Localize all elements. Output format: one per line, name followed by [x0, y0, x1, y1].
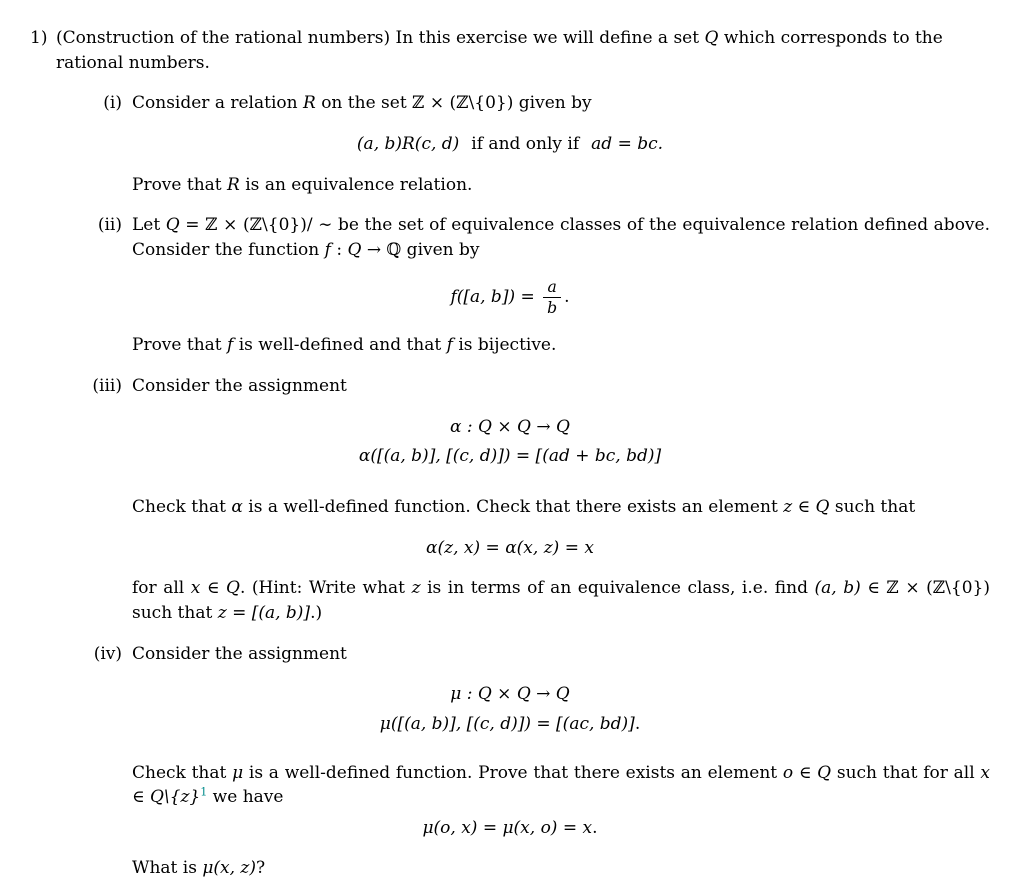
item-label: (iii)	[92, 376, 122, 397]
math-line	[30, 816, 990, 841]
paragraph-text	[56, 26, 990, 75]
paragraph	[30, 173, 990, 198]
paragraph	[30, 333, 990, 358]
text-run: μ(x, z)	[202, 858, 257, 879]
fraction	[543, 278, 561, 317]
text-run: such that	[829, 497, 916, 518]
text-run: ℤ × (ℤ\{0}) such that	[132, 578, 990, 623]
fraction-denominator: b	[547, 298, 558, 318]
display-math	[30, 536, 990, 561]
text-run: R	[227, 174, 240, 195]
text-run: ad = bc.	[591, 133, 664, 154]
exercise-number-label: 1)	[30, 28, 48, 48]
list-item	[30, 213, 990, 262]
text-run: (a, b)R(c, d)	[356, 133, 460, 154]
fraction-numerator: a	[543, 278, 561, 298]
text-run: f	[446, 335, 453, 356]
text-run: z	[411, 578, 421, 599]
text-run: . (Hint: Write what	[239, 578, 412, 599]
display-math	[30, 278, 990, 317]
text-run: such that for all	[831, 762, 981, 783]
text-run: ?	[256, 858, 266, 879]
text-run: o ∈ Q	[782, 762, 832, 783]
text-run: x ∈ Q\{z}	[132, 762, 990, 808]
text-run: is in terms of an equivalence class, i.e. find	[420, 578, 815, 599]
text-run: μ : Q × Q → Q	[450, 684, 570, 705]
paragraph-text	[132, 374, 990, 399]
text-run: x ∈ Q	[190, 578, 240, 599]
item-label: (i)	[103, 93, 122, 114]
paragraph	[30, 495, 990, 520]
text-run: Q	[165, 215, 180, 236]
text-run: z ∈ Q	[783, 497, 830, 518]
text-run: → ℚ given by	[361, 239, 480, 260]
text-run: Q	[704, 28, 719, 48]
item-label: (ii)	[97, 215, 122, 236]
math-line	[30, 682, 990, 707]
display-math	[30, 816, 990, 841]
text-run: .	[634, 713, 641, 734]
text-run: (a, b) ∈	[814, 578, 880, 599]
text-run: is well-defined and that	[233, 335, 447, 356]
math-line	[30, 444, 990, 469]
text-run: Prove that	[132, 174, 228, 195]
text-run: Check that	[132, 762, 233, 783]
text-run: Consider a relation	[132, 93, 303, 114]
text-run: Consider the assignment	[132, 376, 347, 397]
text-run: α : Q × Q → Q	[450, 416, 570, 437]
text-run: z = [(a, b)]	[217, 602, 311, 623]
text-run: is bijective.	[452, 335, 557, 356]
math-line	[30, 415, 990, 440]
list-item	[30, 642, 990, 667]
item-label: (iv)	[93, 643, 122, 664]
footnote-marker-link[interactable]: 1	[200, 785, 208, 799]
paragraph-text	[132, 91, 990, 116]
list-item	[30, 374, 990, 399]
text-run: is an equivalence relation.	[239, 174, 473, 195]
paragraph-text	[132, 642, 990, 667]
display-math	[30, 682, 990, 736]
text-run: is a well-defined function. Prove that there exists an element	[243, 762, 783, 783]
text-run: we have	[207, 787, 284, 808]
text-run: is a well-defined function. Check that there exists an element	[242, 497, 784, 518]
math-line	[30, 536, 990, 561]
text-run: on the set ℤ × (ℤ\{0}) given by	[315, 93, 592, 114]
paragraph	[30, 761, 990, 810]
text-run: for all	[132, 578, 191, 599]
exercise-paragraph	[30, 26, 990, 75]
text-run: = ℤ × (ℤ\{0})/ ∼ be the set of equivalence classes of the equivalence relation defined above. Consider the function	[132, 215, 990, 260]
text-run: α	[231, 497, 243, 518]
text-run: (Construction of the rational numbers) In this exercise we will define a set	[56, 28, 705, 48]
text-run: which corresponds to the rational numbers.	[56, 28, 943, 73]
text-run: Let	[132, 215, 166, 236]
text-run: μ	[232, 762, 244, 783]
text-run: Prove that	[132, 335, 228, 356]
text-run: .	[564, 287, 570, 308]
text-run: f	[227, 335, 234, 356]
display-math	[30, 132, 990, 157]
text-run: Q	[347, 239, 362, 260]
text-run: .)	[310, 602, 323, 623]
text-run: α([(a, b)], [(c, d)]) = [(ad + bc, bd)]	[358, 446, 662, 467]
paragraph	[30, 576, 990, 625]
text-run: μ(o, x) = μ(x, o) = x	[422, 817, 593, 838]
text-run: :	[330, 239, 348, 260]
text-run: .	[592, 817, 598, 838]
text-run: f([a, b]) =	[450, 287, 541, 308]
text-run: R	[302, 93, 316, 114]
text-run: if and only if	[471, 133, 580, 154]
math-line	[30, 132, 990, 157]
paragraph	[30, 856, 990, 881]
text-run: Check that	[132, 497, 232, 518]
text-run: Consider the assignment	[132, 643, 347, 664]
text-run: μ([(a, b)], [(c, d)]) = [(ac, bd)]	[379, 713, 635, 734]
paragraph-text	[132, 213, 990, 262]
list-item	[30, 91, 990, 116]
math-line	[30, 278, 990, 317]
math-line	[30, 712, 990, 737]
text-run: f	[324, 239, 331, 260]
display-math	[30, 415, 990, 469]
text-run: α(z, x) = α(x, z) = x	[426, 537, 594, 558]
text-run: What is	[132, 858, 203, 879]
